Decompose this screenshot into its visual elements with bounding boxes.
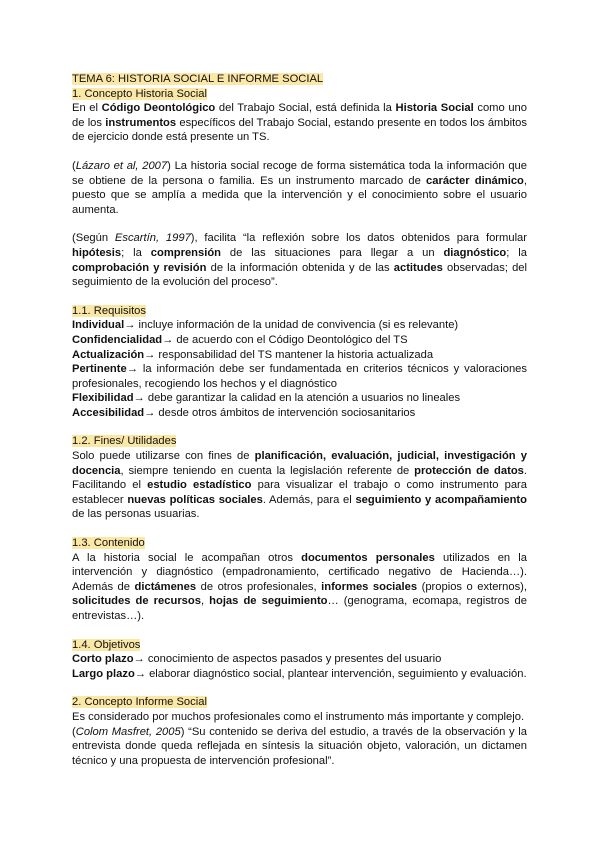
paragraph-informe-intro: Es considerado por muchos profesionales como el instrumento más importante y complejo. [72, 710, 525, 723]
paragraph-escartin: (Según Escartín, 1997), facilita “la reflexión sobre los datos obtenidos para formular hipótesis; la comprensión de las situaciones para llegar a un diagnóstico; la comprobación y revisión de la información obtenida y de las actitudes observadas; del seguimiento de la evolución del proceso”. [72, 232, 528, 289]
section-heading-objetivos: 1.4. Objetivos [72, 638, 141, 651]
document-title: TEMA 6: HISTORIA SOCIAL E INFORME SOCIAL [72, 73, 324, 85]
section-heading-requisitos: 1.1. Requisitos [72, 304, 147, 317]
paragraph-colom: (Colom Masfret, 2005) “Su contenido se deriva del estudio, a través de la observación y la entrevista donde queda reflejada en síntesis la situación objeto, valoración, un dictamen técnico y una propuesta de intervención profesional”. [72, 725, 527, 767]
requisito-item: Accesibilidad→ desde otros ámbitos de intervención sociosanitarios [72, 406, 416, 419]
paragraph-contenido: A la historia social le acompañan otros documentos personales utilizados en la intervención y diagnóstico (empadronamiento, certificado negativo de Hacienda…). Además de dictámenes de otros profesionales, informes sociales (propios o externos), solicitudes de recursos, hojas de seguimiento… (genograma, ecomapa, registros de entrevistas…). [72, 551, 528, 622]
requisito-item: Flexibilidad→ debe garantizar la calidad en la atención a usuarios no lineales [72, 392, 461, 405]
requisito-item: Pertinente→ la información debe ser fundamentada en criterios técnicos y valoraciones profesionales, recogiendo los hechos y el diagnóstico [72, 363, 527, 390]
section-heading-informe-social: 2. Concepto Informe Social [72, 696, 207, 709]
paragraph-fines: Solo puede utilizarse con fines de planificación, evaluación, judicial, investigación y docencia, siempre teniendo en cuenta la legislación referente de protección de datos. Facilitando el estudio estadístico para visualizar el trabajo o como instrumento para establecer nuevas políticas sociales. Además, para el seguimiento y acompañamiento de las personas usuarias. [72, 450, 527, 521]
objetivo-item: Largo plazo→ elaborar diagnóstico social, plantear intervención, seguimiento y evaluación. [72, 667, 527, 680]
requisito-item: Individual→ incluye información de la unidad de convivencia (si es relevante) [72, 319, 459, 332]
section-heading-fines: 1.2. Fines/ Utilidades [72, 435, 177, 448]
section-heading-contenido: 1.3. Contenido [72, 537, 145, 550]
paragraph-codigo-deontologico: En el Código Deontológico del Trabajo Social, está definida la Historia Social como uno de los instrumentos específicos del Trabajo Social, estando presente en todos los ámbitos de ejercicio donde está presente un TS. [72, 102, 528, 144]
requisito-item: Confidencialidad→ de acuerdo con el Código Deontológico del TS [72, 333, 408, 346]
objetivo-item: Corto plazo→ conocimiento de aspectos pasados y presentes del usuario [72, 653, 442, 666]
section-heading-historia-social: 1. Concepto Historia Social [72, 87, 207, 100]
document-content [72, 72, 527, 768]
paragraph-lazaro: (Lázaro et al, 2007) La historia social recoge de forma sistemática toda la información que se obtiene de la persona o familia. Es un instrumento marcado de carácter dinámico, puesto que se amplía a medida que la intervención y el conocimiento sobre el usuario aumenta. [72, 159, 527, 216]
requisito-item: Actualización→ responsabilidad del TS mantener la historia actualizada [72, 348, 434, 361]
